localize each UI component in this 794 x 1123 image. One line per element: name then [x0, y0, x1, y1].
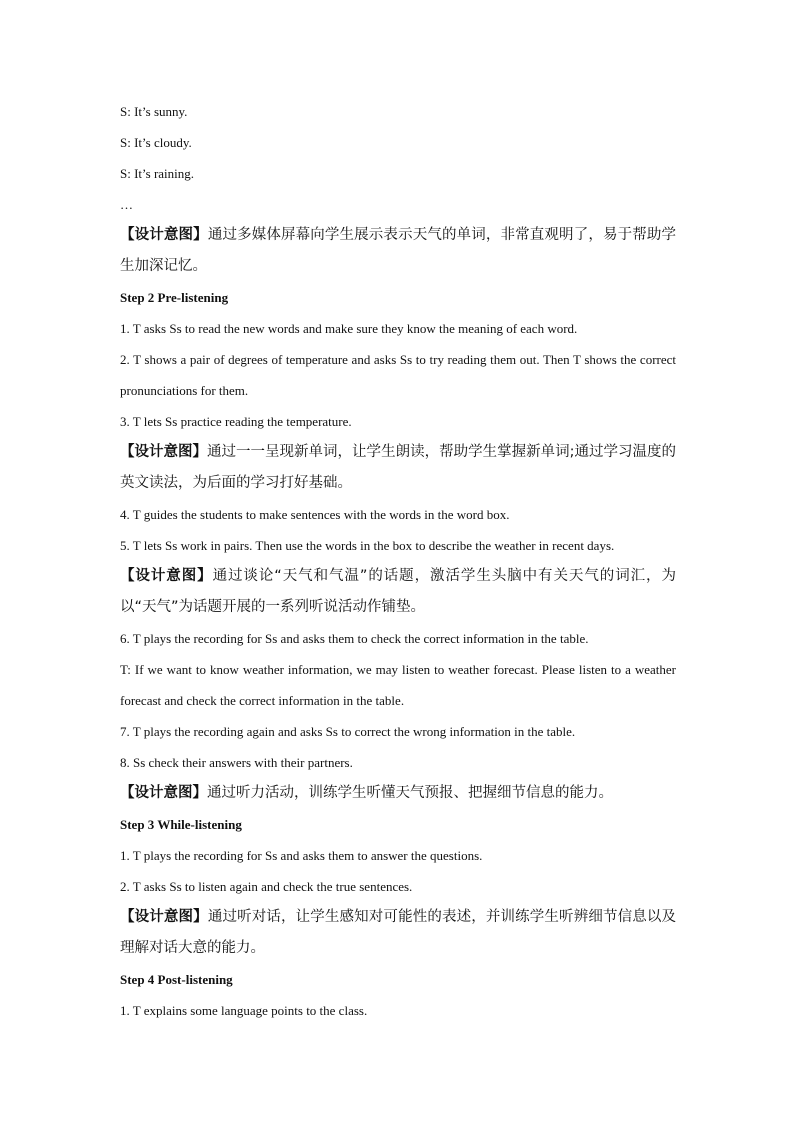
design-intent-tag: 【设计意图】	[120, 568, 213, 584]
design-intent-tag: 【设计意图】	[120, 227, 208, 243]
procedure-item: 3. T lets Ss practice reading the temperature.	[120, 414, 352, 429]
procedure-item: 1. T explains some language points to the class.	[120, 1003, 368, 1018]
design-intent-tag: 【设计意图】	[120, 909, 208, 925]
design-intent-paragraph	[120, 902, 676, 964]
procedure-item: 4. T guides the students to make sentences with the words in the word box.	[120, 507, 510, 522]
dialogue-line: S: It’s raining.	[120, 166, 195, 181]
procedure-item: 5. T lets Ss work in pairs. Then use the words in the box to describe the weather in recent days.	[120, 538, 615, 553]
step-heading: Step 4 Post-listening	[120, 972, 233, 987]
ellipsis: …	[120, 197, 134, 212]
procedure-item: 1. T asks Ss to read the new words and make sure they know the meaning of each word.	[120, 321, 578, 336]
teacher-speech: T: If we want to know weather information, we may listen to weather forecast. Please listen to a weather forecast and check the correct information in the table.	[120, 662, 676, 708]
design-intent-paragraph	[120, 778, 676, 809]
design-intent-text: 通过多媒体屏幕向学生展示表示天气的单词，非常直观明了，易于帮助学生加深记忆。	[120, 227, 676, 274]
design-intent-tag: 【设计意图】	[120, 444, 208, 460]
design-intent-text: 通过听力活动，训练学生听懂天气预报、把握细节信息的能力。	[207, 785, 613, 801]
step-heading: Step 2 Pre-listening	[120, 290, 229, 305]
design-intent-text: 通过谈论“天气和气温”的话题，激活学生头脑中有关天气的词汇，为以“天气”为话题开展的一系列听说活动作铺垫。	[120, 568, 676, 615]
design-intent-text: 通过一一呈现新单词，让学生朗读，帮助学生掌握新单词;通过学习温度的英文读法，为后面的学习打好基础。	[120, 444, 677, 491]
procedure-item: 1. T plays the recording for Ss and asks them to answer the questions.	[120, 848, 483, 863]
procedure-item: 2. T asks Ss to listen again and check the true sentences.	[120, 879, 413, 894]
procedure-item: 8. Ss check their answers with their partners.	[120, 755, 353, 770]
procedure-item: 7. T plays the recording again and asks Ss to correct the wrong information in the table.	[120, 724, 576, 739]
design-intent-paragraph	[120, 561, 676, 623]
dialogue-line: S: It’s cloudy.	[120, 135, 192, 150]
document-body	[120, 96, 676, 1026]
design-intent-paragraph	[120, 220, 676, 282]
design-intent-tag: 【设计意图】	[120, 785, 207, 801]
procedure-item: 2. T shows a pair of degrees of temperature and asks Ss to try reading them out. Then T shows the correct pronunciations for them.	[120, 352, 676, 398]
step-heading: Step 3 While-listening	[120, 817, 242, 832]
design-intent-paragraph	[120, 437, 676, 499]
procedure-item: 6. T plays the recording for Ss and asks them to check the correct information in the table.	[120, 631, 589, 646]
dialogue-line: S: It’s sunny.	[120, 104, 188, 119]
design-intent-text: 通过听对话，让学生感知对可能性的表述，并训练学生听辨细节信息以及理解对话大意的能力。	[120, 909, 676, 956]
